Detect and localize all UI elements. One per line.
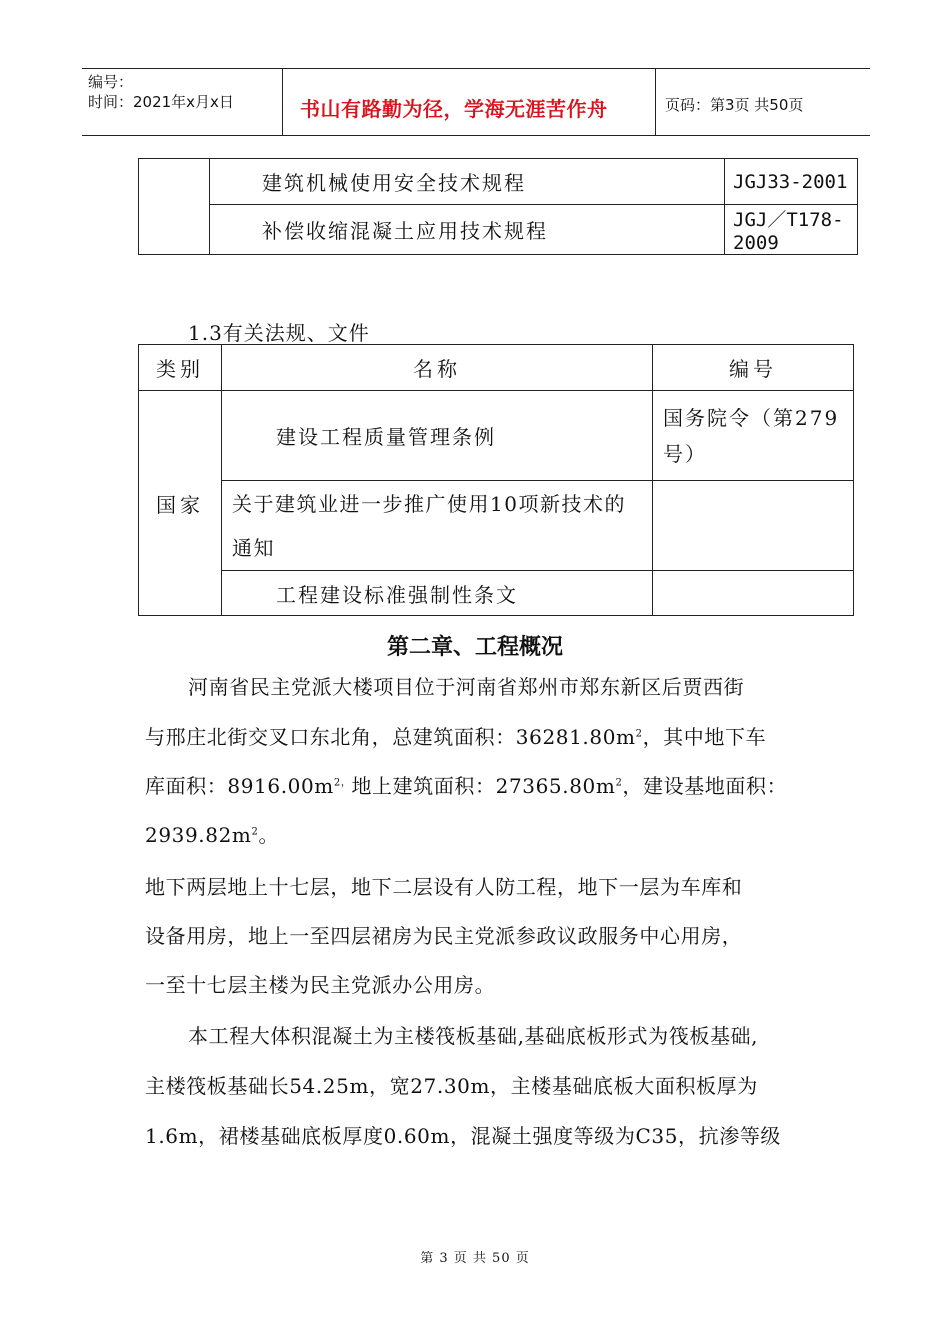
name-cell (222, 391, 653, 481)
standards-code-cell (725, 159, 858, 205)
table-row (139, 205, 858, 255)
header-page-info: 页码：第3页 共50页 (665, 96, 804, 114)
paragraph-line: $2939.82m^2$。 (145, 823, 280, 847)
regulation-name: 建设工程质量管理条例 (276, 425, 496, 449)
regulation-code-line: 国务院令（第279 (663, 405, 840, 430)
category-cell (139, 391, 222, 616)
paragraph-line: 一至十七层主楼为民主党派办公用房。 (145, 973, 496, 997)
standard-code: JGJ／T178-2009 (733, 209, 844, 254)
regulation-code-line: 号） (663, 441, 707, 466)
table-row (139, 571, 854, 616)
paragraph-line: 设备用房，地上一至四层裙房为民主党派参政议政服务中心用房， (145, 924, 743, 948)
regulation-name-line: 通知 (232, 535, 275, 560)
header-number-label: 编号： (88, 73, 134, 91)
standards-code-cell (725, 205, 858, 255)
column-header: 名称 (222, 345, 653, 391)
standards-name-cell (210, 205, 725, 255)
standard-code: JGJ33-2001 (733, 170, 848, 193)
code-cell (653, 391, 854, 481)
name-cell (222, 481, 653, 571)
table-header-row (139, 345, 854, 391)
chapter-title: 第二章、工程概况 (386, 635, 563, 660)
standards-table (138, 158, 858, 255)
header-divider-right (655, 68, 656, 136)
column-header: 类别 (139, 345, 222, 391)
section-heading: 1.3有关法规、文件 (188, 321, 370, 345)
regulations-table (138, 344, 854, 616)
standards-name-cell (210, 159, 725, 205)
header-divider-left (282, 68, 283, 136)
standard-name: 建筑机械使用安全技术规程 (262, 171, 526, 195)
standards-category-cell (139, 159, 210, 255)
header-bottom-rule (82, 135, 870, 136)
paragraph-line: 本工程大体积混凝土为主楼筏板基础,基础底板形式为筏板基础, (188, 1024, 759, 1048)
header-time-label: 时间：2021年x月x日 (88, 93, 234, 111)
regulation-name-line: 关于建筑业进一步推广使用10项新技术的 (232, 491, 626, 516)
table-row (139, 481, 854, 571)
code-cell (653, 481, 854, 571)
standard-name: 补偿收缩混凝土应用技术规程 (262, 219, 548, 243)
table-row (139, 391, 854, 481)
header-motto: 书山有路勤为径，学海无涯苦作舟 (300, 97, 608, 121)
paragraph-line: 1.6m，裙楼基础底板厚度0.60m，混凝土强度等级为C35，抗渗等级 (145, 1124, 782, 1148)
page-footer: 第 3 页 共 50 页 (420, 1251, 530, 1266)
column-header: 编号 (653, 345, 854, 391)
name-cell (222, 571, 653, 616)
header-top-rule (82, 68, 870, 69)
paragraph-line: 河南省民主党派大楼项目位于河南省郑州市郑东新区后贾西街 (188, 675, 745, 699)
code-cell (653, 571, 854, 616)
table-row (139, 159, 858, 205)
paragraph-line: 地下两层地上十七层，地下二层设有人防工程，地下一层为车库和 (145, 875, 743, 899)
regulation-name: 工程建设标准强制性条文 (276, 582, 518, 607)
paragraph-line: 与邢庄北街交叉口东北角，总建筑面积：$36281.80m^2$，其中地下车 (145, 725, 767, 749)
category-label: 国家 (156, 492, 204, 517)
paragraph-line: 主楼筏板基础长54.25m，宽27.30m，主楼基础底板大面积板厚为 (145, 1074, 758, 1098)
paragraph-line: 库面积：$8916.00m^{2,}$地上建筑面积：$27365.80m^2$，建设基地面积： (145, 774, 788, 798)
